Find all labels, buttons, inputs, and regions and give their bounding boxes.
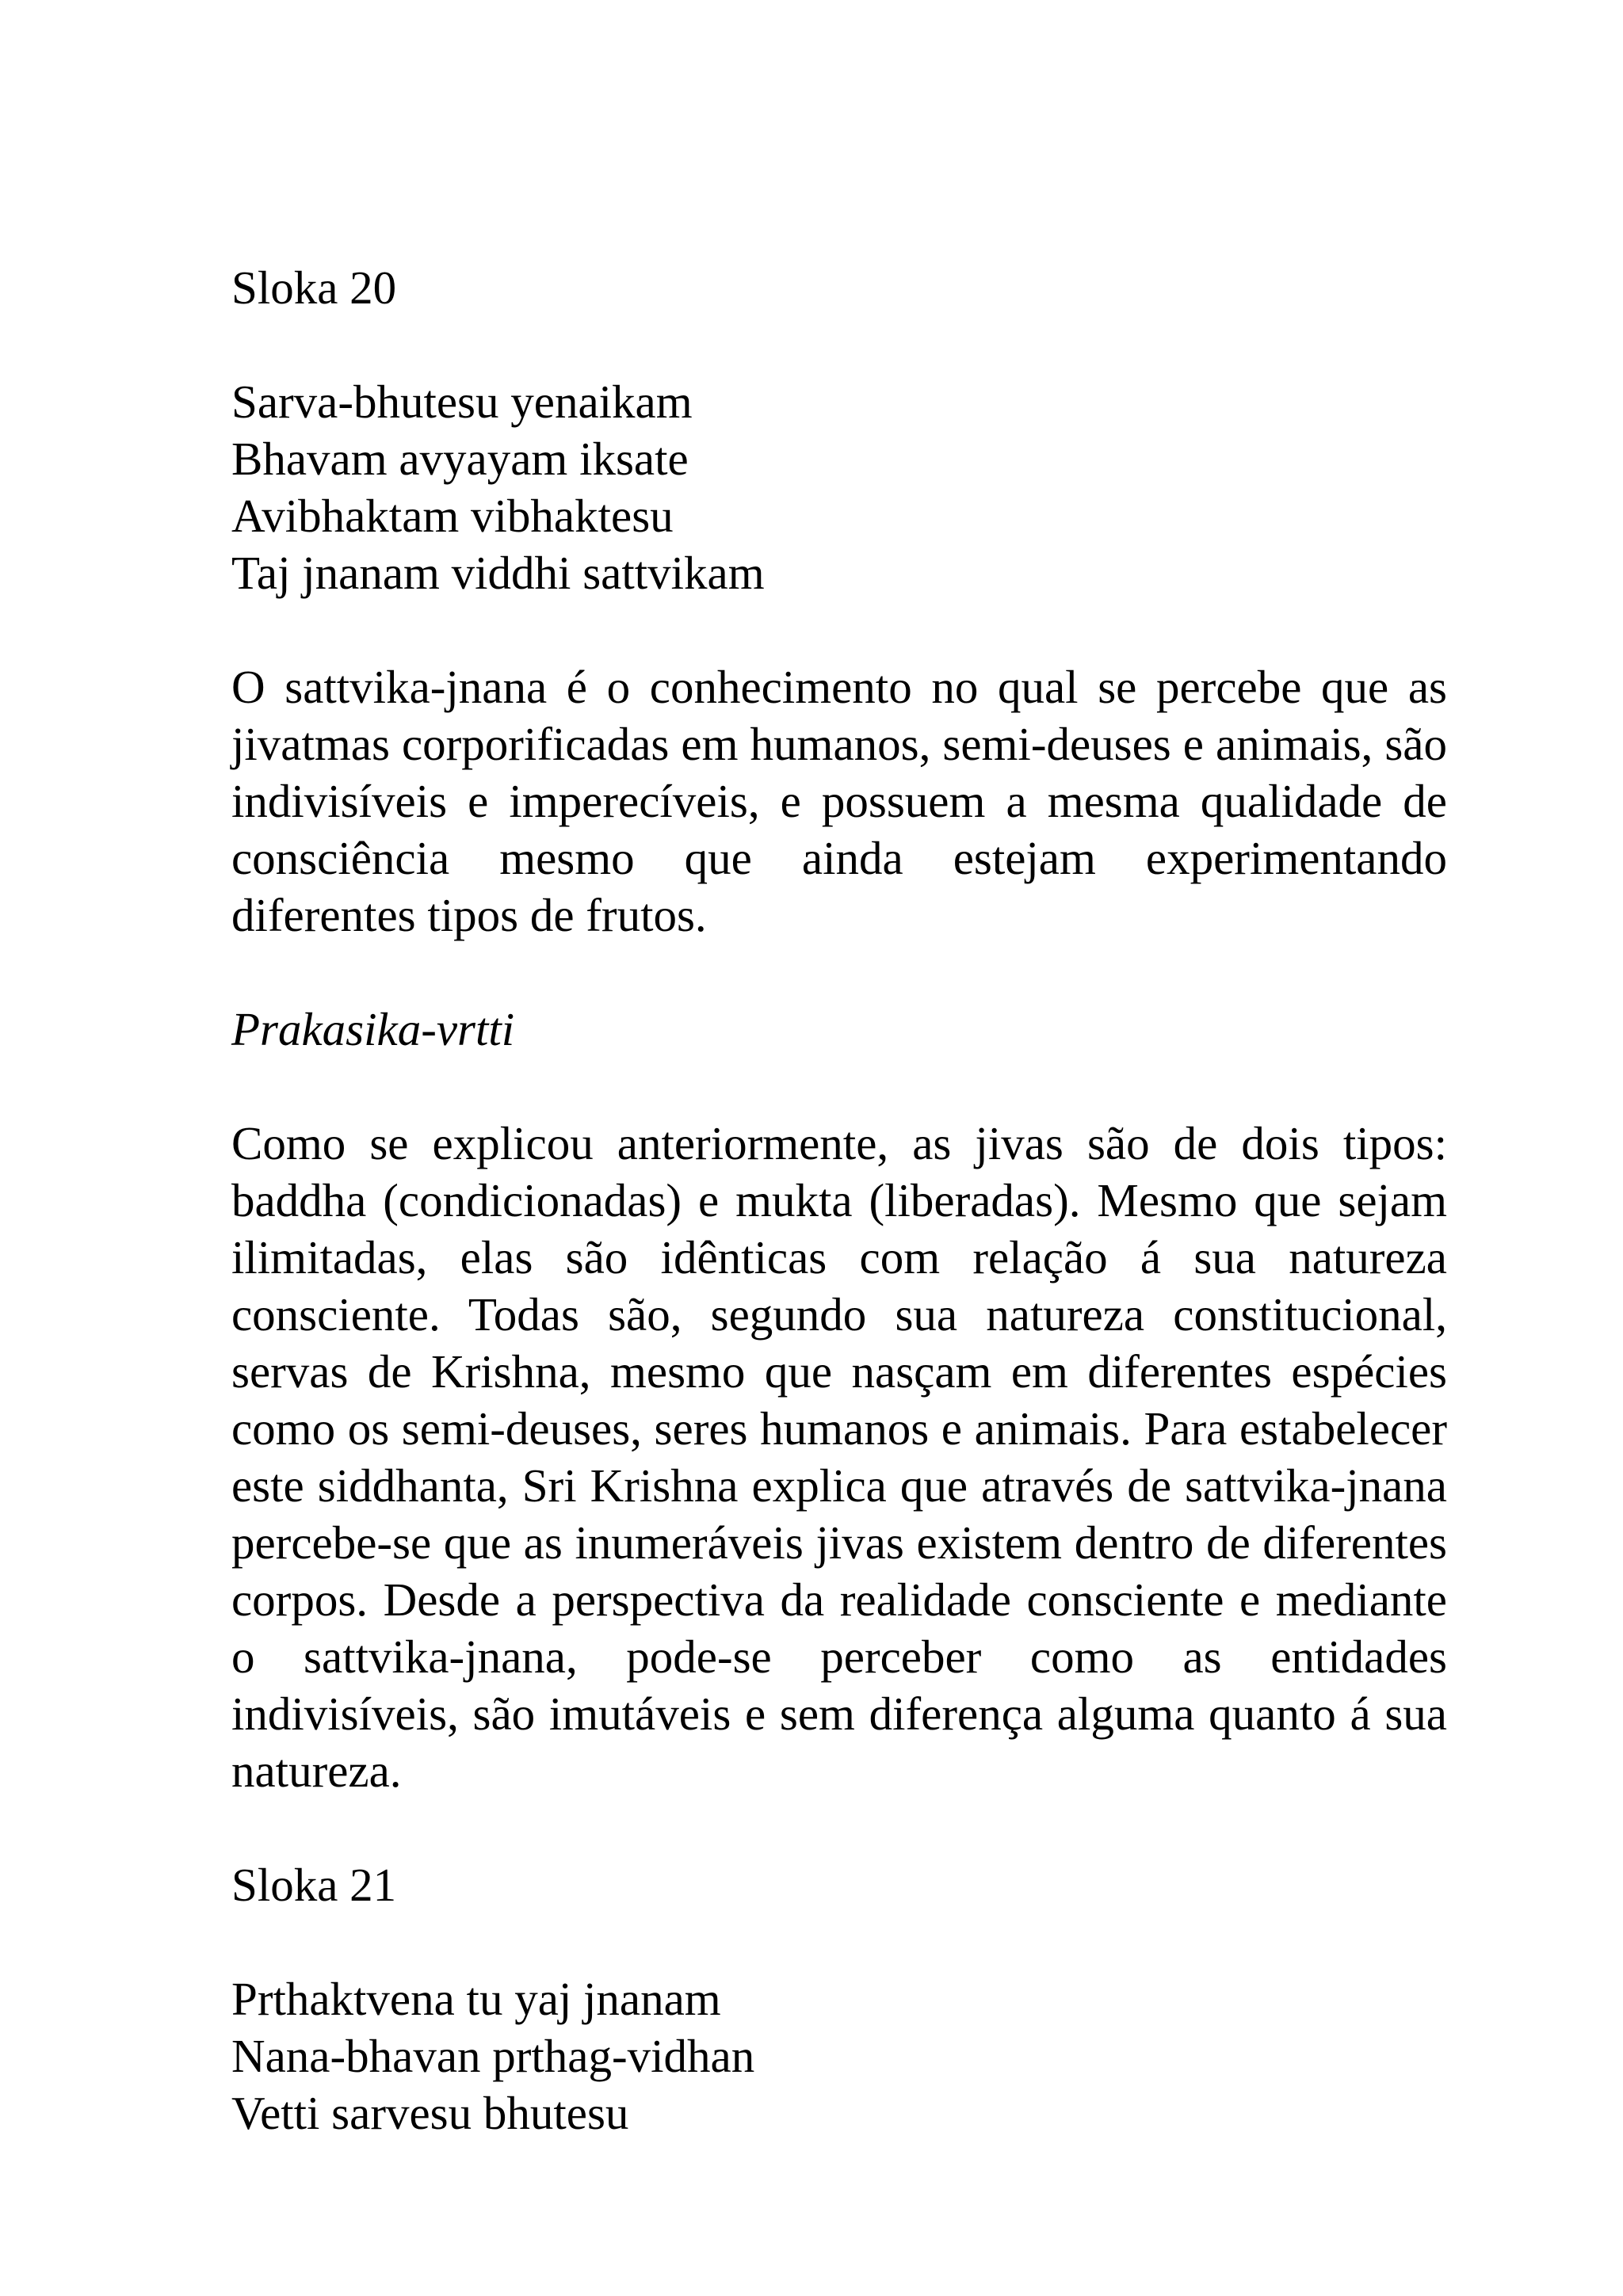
commentary-heading: Prakasika-vrtti xyxy=(231,1003,515,1055)
verse-line: Nana-bhavan prthag-vidhan xyxy=(231,2030,755,2082)
verse-line: Vetti sarvesu bhutesu xyxy=(231,2087,629,2139)
commentary-text: Como se explicou anteriormente, as jivas são de dois tipos: baddha (condicionadas) e mukta (liberadas). Mesmo que sejam ilimitadas, elas são idênticas com relação á sua natureza consciente. Todas são, segundo sua natureza constitucional, servas de Krishna, mesmo que nasçam em diferentes espécies como os semi-deuses, seres humanos e animais. Para estabelecer este siddhanta, Sri Krishna explica que através de sattvika-jnana percebe-se que as inumeráveis jivas existem dentro de diferentes corpos. Desde a perspectiva da realidade consciente e mediante o sattvika-jnana, pode-se perceber como as entidades indivisíveis, são imutáveis e sem diferença alguma quanto á sua natureza. xyxy=(231,1117,1447,1797)
sloka-20-heading: Sloka 20 xyxy=(231,261,397,314)
sloka-21-heading: Sloka 21 xyxy=(231,1859,397,1911)
sloka-20-verse xyxy=(231,373,1447,601)
sloka-21-verse xyxy=(231,1970,1447,2142)
verse-line: Bhavam avyayam iksate xyxy=(231,433,689,485)
sloka-20-translation: O sattvika-jnana é o conhecimento no qual se percebe que as jivatmas corporificadas em humanos, semi-deuses e animais, são indivisíveis e imperecíveis, e possuem a mesma qualidade de consciência mesmo que ainda estejam experimentando diferentes tipos de frutos. xyxy=(231,661,1447,941)
page-content xyxy=(231,259,1447,2142)
verse-line: Taj jnanam viddhi sattvikam xyxy=(231,547,765,599)
verse-line: Avibhaktam vibhaktesu xyxy=(231,490,674,542)
verse-line: Sarva-bhutesu yenaikam xyxy=(231,376,693,428)
verse-line: Prthaktvena tu yaj jnanam xyxy=(231,1973,721,2025)
